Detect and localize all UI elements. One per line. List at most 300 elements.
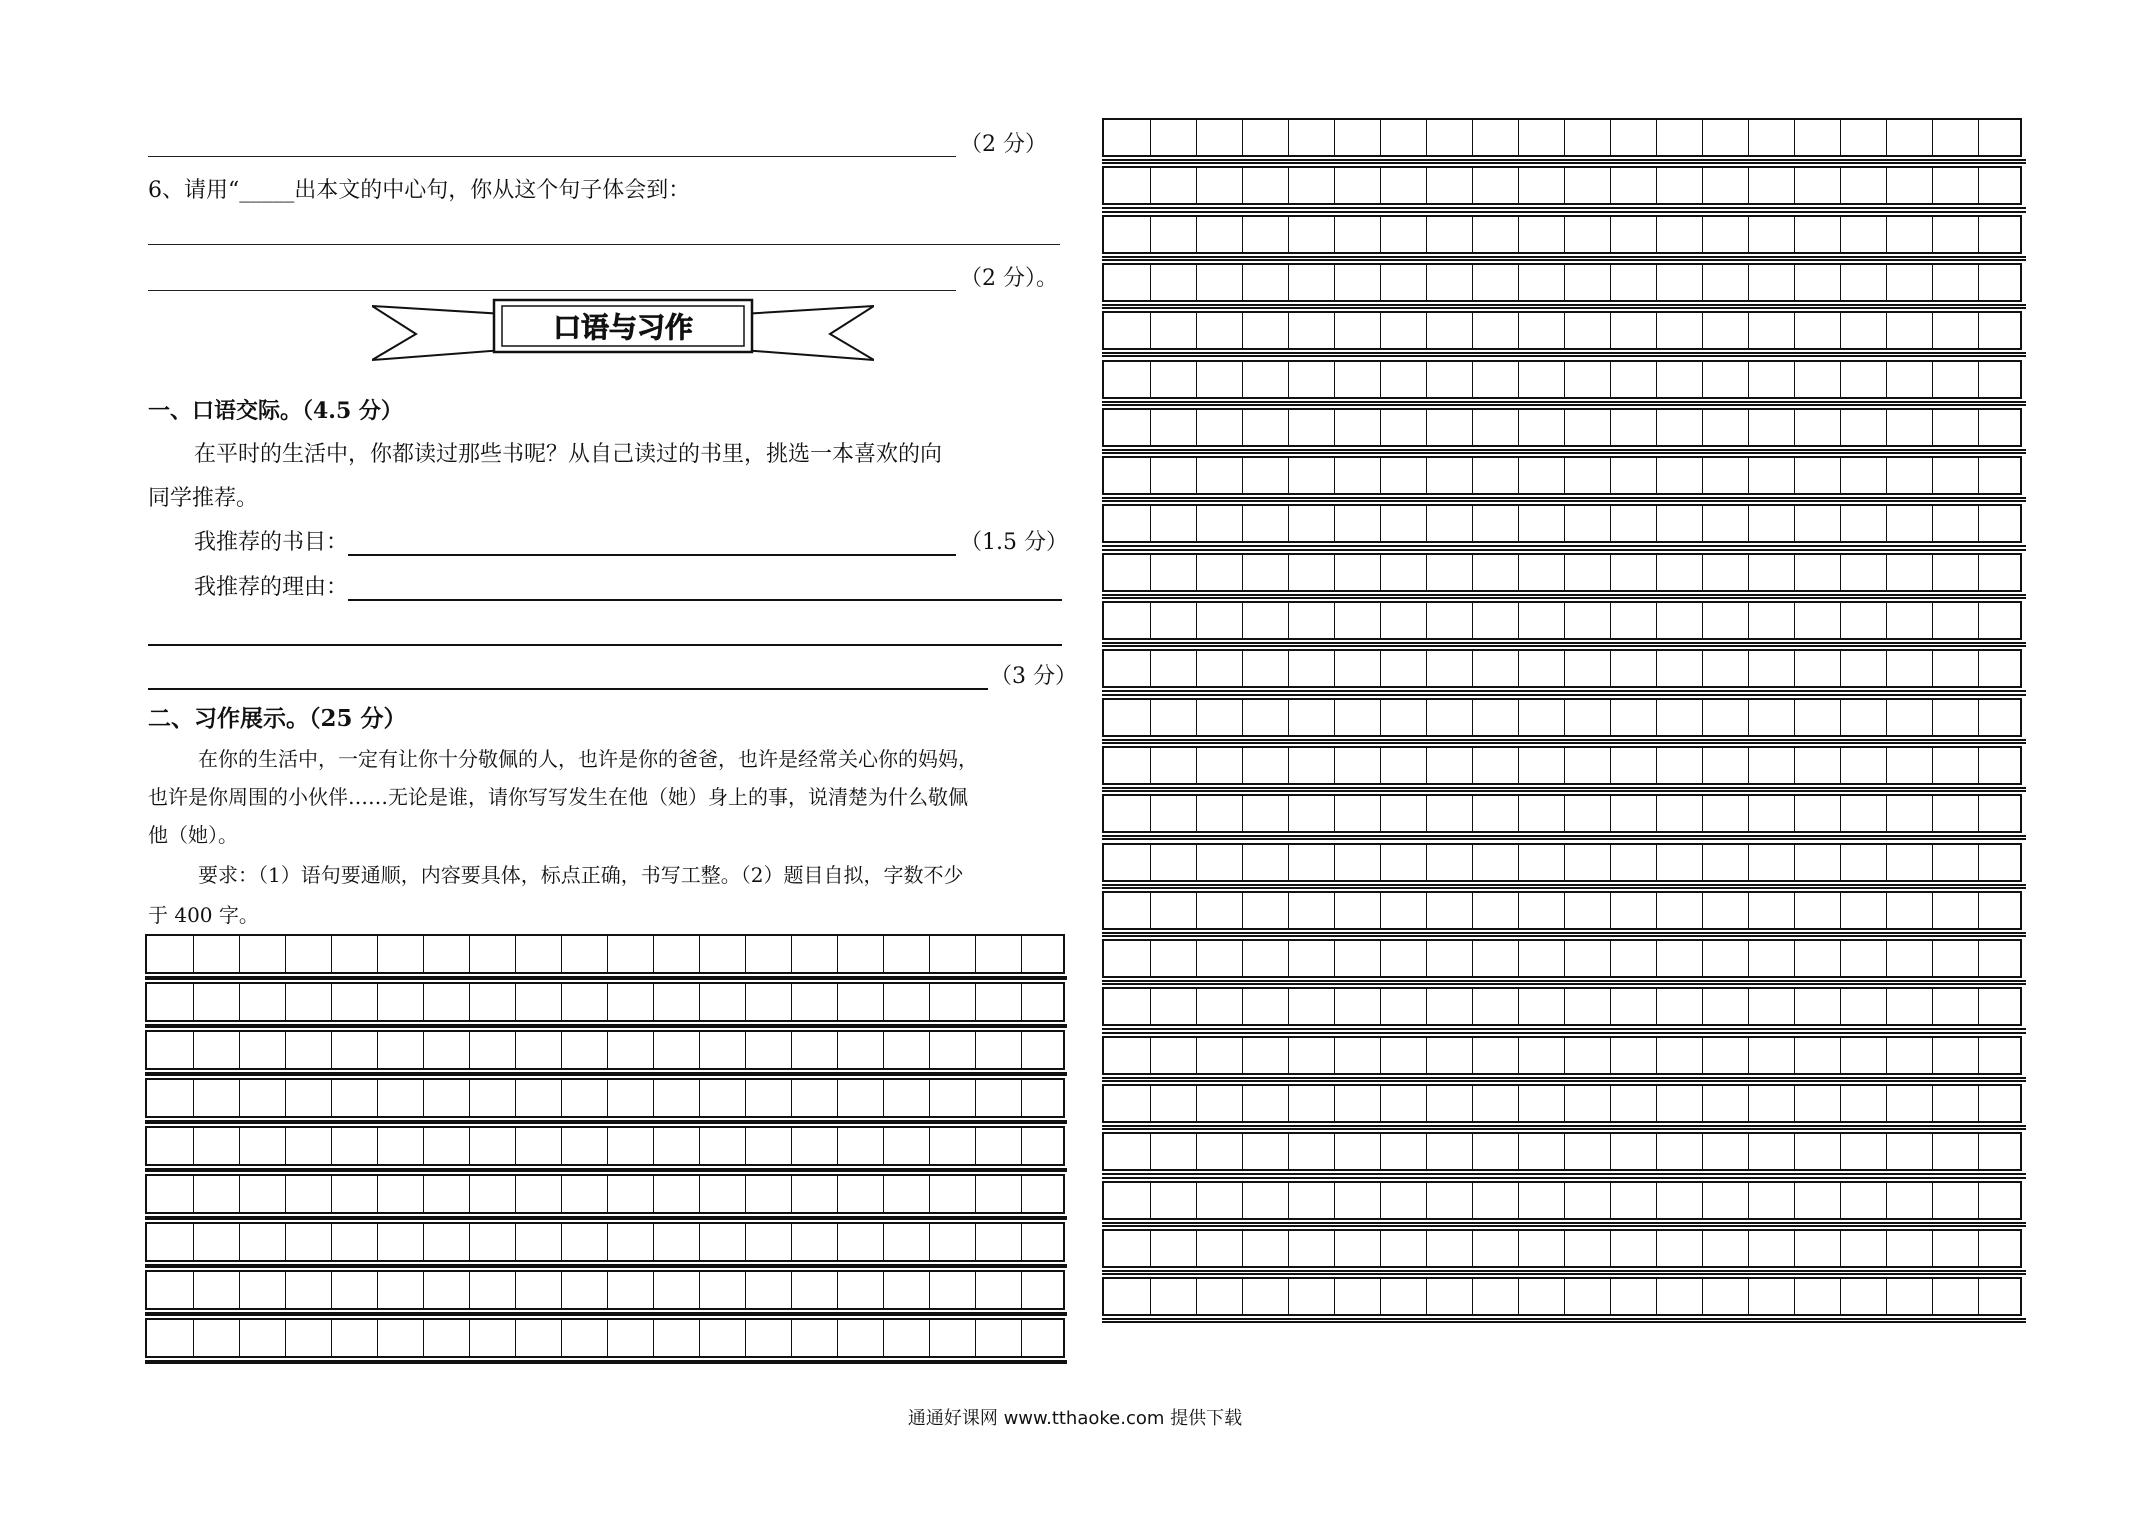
grid-cell-divider bbox=[1748, 410, 1749, 445]
grid-cell-divider bbox=[1150, 603, 1151, 638]
reason-answer-line[interactable] bbox=[148, 688, 988, 690]
grid-cell-divider bbox=[1196, 1134, 1197, 1169]
grid-cell-divider bbox=[1840, 1038, 1841, 1073]
grid-cell-divider bbox=[1334, 362, 1335, 397]
grid-cell-divider bbox=[1932, 989, 1933, 1024]
grid-cell-divider bbox=[1518, 506, 1519, 541]
grid-cell-divider bbox=[1150, 555, 1151, 590]
grid-cell-divider bbox=[1426, 1231, 1427, 1266]
grid-cell-divider bbox=[745, 1032, 746, 1068]
grid-cell-divider bbox=[515, 1224, 516, 1260]
grid-cell-divider bbox=[1794, 120, 1795, 155]
grid-cell-divider bbox=[1932, 603, 1933, 638]
grid-cell-divider bbox=[1426, 313, 1427, 348]
grid-cell-divider bbox=[1518, 1134, 1519, 1169]
book-answer-line[interactable] bbox=[348, 554, 956, 556]
grid-cell-divider bbox=[1472, 120, 1473, 155]
grid-row-separator bbox=[145, 1312, 1067, 1316]
grid-cell-divider bbox=[1610, 506, 1611, 541]
grid-cell-divider bbox=[1242, 603, 1243, 638]
grid-cell-divider bbox=[1518, 989, 1519, 1024]
grid-cell-divider bbox=[285, 1128, 286, 1164]
grid-cell-divider bbox=[1196, 748, 1197, 783]
grid-cell-divider bbox=[1518, 1231, 1519, 1266]
grid-row-separator bbox=[145, 1264, 1067, 1268]
grid-cell-divider bbox=[1978, 458, 1979, 493]
grid-row-separator bbox=[1102, 1077, 2026, 1082]
grid-cell-divider bbox=[1426, 458, 1427, 493]
grid-cell-divider bbox=[1794, 1231, 1795, 1266]
grid-cell-divider bbox=[1840, 1086, 1841, 1121]
grid-cell-divider bbox=[1518, 313, 1519, 348]
writing-heading: 二、习作展示。（25 分） bbox=[148, 705, 407, 732]
grid-cell-divider bbox=[1426, 506, 1427, 541]
grid-cell-divider bbox=[1196, 410, 1197, 445]
grid-cell-divider bbox=[1380, 603, 1381, 638]
grid-cell-divider bbox=[1150, 313, 1151, 348]
grid-cell-divider bbox=[1426, 1086, 1427, 1121]
grid-cell-divider bbox=[1656, 555, 1657, 590]
grid-cell-divider bbox=[1518, 1279, 1519, 1314]
grid-cell-divider bbox=[1978, 748, 1979, 783]
grid-cell-divider bbox=[1840, 1134, 1841, 1169]
grid-cell-divider bbox=[1288, 458, 1289, 493]
grid-cell-divider bbox=[1932, 313, 1933, 348]
grid-cell-divider bbox=[1610, 796, 1611, 831]
reason-answer-line[interactable] bbox=[348, 599, 1062, 601]
book-label: 我推荐的书目： bbox=[194, 530, 349, 555]
grid-cell-divider bbox=[975, 1272, 976, 1308]
grid-cell-divider bbox=[1196, 845, 1197, 880]
grid-cell-divider bbox=[1150, 506, 1151, 541]
grid-cell-divider bbox=[1932, 168, 1933, 203]
grid-cell-divider bbox=[515, 1032, 516, 1068]
grid-cell-divider bbox=[1564, 410, 1565, 445]
grid-cell-divider bbox=[1886, 651, 1887, 686]
grid-cell-divider bbox=[653, 1032, 654, 1068]
grid-cell-divider bbox=[1656, 796, 1657, 831]
grid-cell-divider bbox=[1150, 458, 1151, 493]
grid-cell-divider bbox=[883, 936, 884, 972]
grid-cell-divider bbox=[791, 936, 792, 972]
grid-cell-divider bbox=[469, 1224, 470, 1260]
grid-cell-divider bbox=[1840, 506, 1841, 541]
grid-cell-divider bbox=[1242, 989, 1243, 1024]
grid-cell-divider bbox=[1702, 1279, 1703, 1314]
grid-cell-divider bbox=[285, 1080, 286, 1116]
grid-cell-divider bbox=[607, 984, 608, 1020]
grid-cell-divider bbox=[1978, 555, 1979, 590]
grid-cell-divider bbox=[1978, 1038, 1979, 1073]
grid-cell-divider bbox=[1794, 603, 1795, 638]
grid-cell-divider bbox=[1518, 458, 1519, 493]
grid-cell-divider bbox=[515, 1080, 516, 1116]
grid-cell-divider bbox=[1334, 700, 1335, 735]
grid-cell-divider bbox=[1288, 168, 1289, 203]
score-label: （2 分）。 bbox=[960, 266, 1058, 291]
grid-cell-divider bbox=[745, 1176, 746, 1212]
grid-cell-divider bbox=[1748, 748, 1749, 783]
grid-cell-divider bbox=[1150, 845, 1151, 880]
grid-cell-divider bbox=[1656, 1134, 1657, 1169]
grid-cell-divider bbox=[1564, 941, 1565, 976]
grid-cell-divider bbox=[1840, 796, 1841, 831]
grid-cell-divider bbox=[837, 1272, 838, 1308]
grid-cell-divider bbox=[1886, 217, 1887, 252]
grid-cell-divider bbox=[1978, 506, 1979, 541]
grid-cell-divider bbox=[1380, 1183, 1381, 1218]
grid-cell-divider bbox=[239, 1080, 240, 1116]
grid-cell-divider bbox=[423, 1080, 424, 1116]
grid-cell-divider bbox=[1334, 989, 1335, 1024]
grid-cell-divider bbox=[1932, 941, 1933, 976]
grid-cell-divider bbox=[1748, 1086, 1749, 1121]
grid-cell-divider bbox=[1380, 120, 1381, 155]
grid-cell-divider bbox=[1472, 555, 1473, 590]
grid-cell-divider bbox=[193, 936, 194, 972]
grid-cell-divider bbox=[1564, 506, 1565, 541]
grid-cell-divider bbox=[975, 1320, 976, 1356]
grid-row-separator bbox=[1102, 449, 2026, 454]
grid-cell-divider bbox=[1702, 458, 1703, 493]
grid-cell-divider bbox=[883, 1080, 884, 1116]
grid-cell-divider bbox=[929, 1320, 930, 1356]
grid-cell-divider bbox=[1886, 120, 1887, 155]
grid-cell-divider bbox=[1242, 555, 1243, 590]
grid-cell-divider bbox=[883, 1032, 884, 1068]
grid-cell-divider bbox=[1748, 217, 1749, 252]
grid-cell-divider bbox=[1564, 555, 1565, 590]
grid-cell-divider bbox=[1472, 217, 1473, 252]
answer-line bbox=[148, 156, 956, 157]
grid-cell-divider bbox=[1334, 1038, 1335, 1073]
grid-row-separator bbox=[1102, 1173, 2026, 1178]
grid-cell-divider bbox=[423, 1224, 424, 1260]
grid-cell-divider bbox=[1472, 1183, 1473, 1218]
grid-cell-divider bbox=[1472, 893, 1473, 928]
grid-cell-divider bbox=[1610, 555, 1611, 590]
grid-cell-divider bbox=[1242, 120, 1243, 155]
grid-row-separator bbox=[1102, 787, 2026, 792]
grid-cell-divider bbox=[837, 1224, 838, 1260]
grid-cell-divider bbox=[1242, 506, 1243, 541]
grid-cell-divider bbox=[1518, 217, 1519, 252]
grid-cell-divider bbox=[1426, 265, 1427, 300]
grid-cell-divider bbox=[1794, 1279, 1795, 1314]
grid-cell-divider bbox=[1702, 313, 1703, 348]
grid-cell-divider bbox=[1564, 989, 1565, 1024]
grid-cell-divider bbox=[975, 984, 976, 1020]
grid-cell-divider bbox=[423, 936, 424, 972]
grid-cell-divider bbox=[377, 936, 378, 972]
grid-cell-divider bbox=[193, 1320, 194, 1356]
grid-cell-divider bbox=[1564, 1038, 1565, 1073]
grid-cell-divider bbox=[699, 936, 700, 972]
grid-row-separator bbox=[1102, 352, 2026, 357]
grid-row-separator bbox=[145, 1024, 1067, 1028]
grid-cell-divider bbox=[1840, 845, 1841, 880]
grid-cell-divider bbox=[1426, 845, 1427, 880]
grid-cell-divider bbox=[1794, 362, 1795, 397]
grid-cell-divider bbox=[285, 1176, 286, 1212]
grid-cell-divider bbox=[1886, 1183, 1887, 1218]
grid-cell-divider bbox=[1426, 700, 1427, 735]
grid-cell-divider bbox=[1288, 893, 1289, 928]
grid-cell-divider bbox=[1748, 941, 1749, 976]
grid-cell-divider bbox=[1978, 700, 1979, 735]
grid-cell-divider bbox=[285, 1320, 286, 1356]
grid-cell-divider bbox=[1656, 603, 1657, 638]
answer-line bbox=[148, 290, 956, 291]
grid-cell-divider bbox=[1150, 120, 1151, 155]
grid-cell-divider bbox=[1334, 168, 1335, 203]
grid-cell-divider bbox=[1021, 1080, 1022, 1116]
grid-cell-divider bbox=[1288, 265, 1289, 300]
grid-cell-divider bbox=[1932, 1183, 1933, 1218]
grid-cell-divider bbox=[929, 1272, 930, 1308]
grid-cell-divider bbox=[791, 984, 792, 1020]
grid-cell-divider bbox=[653, 1080, 654, 1116]
grid-cell-divider bbox=[331, 984, 332, 1020]
grid-cell-divider bbox=[1380, 555, 1381, 590]
grid-cell-divider bbox=[285, 1032, 286, 1068]
grid-cell-divider bbox=[1334, 941, 1335, 976]
grid-cell-divider bbox=[469, 1080, 470, 1116]
grid-cell-divider bbox=[1426, 603, 1427, 638]
grid-cell-divider bbox=[1932, 1086, 1933, 1121]
grid-cell-divider bbox=[1748, 1279, 1749, 1314]
grid-cell-divider bbox=[607, 1176, 608, 1212]
grid-cell-divider bbox=[1840, 603, 1841, 638]
grid-cell-divider bbox=[1196, 506, 1197, 541]
grid-cell-divider bbox=[1564, 845, 1565, 880]
grid-row-separator bbox=[1102, 545, 2026, 550]
grid-cell-divider bbox=[193, 984, 194, 1020]
grid-cell-divider bbox=[1794, 700, 1795, 735]
grid-cell-divider bbox=[193, 1224, 194, 1260]
grid-cell-divider bbox=[1472, 506, 1473, 541]
grid-cell-divider bbox=[377, 1320, 378, 1356]
grid-cell-divider bbox=[975, 1176, 976, 1212]
grid-cell-divider bbox=[1242, 1086, 1243, 1121]
grid-cell-divider bbox=[1242, 458, 1243, 493]
grid-cell-divider bbox=[1932, 845, 1933, 880]
grid-cell-divider bbox=[607, 1080, 608, 1116]
grid-cell-divider bbox=[1794, 313, 1795, 348]
grid-cell-divider bbox=[1518, 168, 1519, 203]
grid-cell-divider bbox=[1334, 651, 1335, 686]
grid-cell-divider bbox=[1794, 1183, 1795, 1218]
grid-cell-divider bbox=[1196, 1038, 1197, 1073]
grid-cell-divider bbox=[653, 1176, 654, 1212]
grid-cell-divider bbox=[607, 1224, 608, 1260]
grid-cell-divider bbox=[1564, 120, 1565, 155]
grid-cell-divider bbox=[1196, 651, 1197, 686]
grid-cell-divider bbox=[1518, 265, 1519, 300]
grid-cell-divider bbox=[1472, 651, 1473, 686]
grid-cell-divider bbox=[469, 1128, 470, 1164]
grid-cell-divider bbox=[1978, 941, 1979, 976]
grid-cell-divider bbox=[1380, 989, 1381, 1024]
grid-cell-divider bbox=[1610, 893, 1611, 928]
grid-cell-divider bbox=[1426, 748, 1427, 783]
grid-cell-divider bbox=[1380, 362, 1381, 397]
grid-cell-divider bbox=[1656, 651, 1657, 686]
grid-cell-divider bbox=[331, 1080, 332, 1116]
grid-cell-divider bbox=[1748, 362, 1749, 397]
grid-cell-divider bbox=[1702, 1231, 1703, 1266]
grid-cell-divider bbox=[1150, 1183, 1151, 1218]
grid-cell-divider bbox=[1334, 1279, 1335, 1314]
grid-cell-divider bbox=[1564, 362, 1565, 397]
grid-cell-divider bbox=[1196, 603, 1197, 638]
grid-cell-divider bbox=[1288, 700, 1289, 735]
grid-cell-divider bbox=[1518, 893, 1519, 928]
grid-cell-divider bbox=[1334, 120, 1335, 155]
grid-cell-divider bbox=[1886, 989, 1887, 1024]
grid-cell-divider bbox=[1978, 410, 1979, 445]
grid-cell-divider bbox=[1702, 845, 1703, 880]
grid-cell-divider bbox=[1840, 410, 1841, 445]
grid-cell-divider bbox=[1886, 845, 1887, 880]
grid-row-separator bbox=[1102, 497, 2026, 502]
grid-cell-divider bbox=[377, 1032, 378, 1068]
grid-cell-divider bbox=[929, 1176, 930, 1212]
grid-cell-divider bbox=[1702, 506, 1703, 541]
oral-heading: 一、口语交际。（4.5 分） bbox=[148, 398, 403, 424]
grid-cell-divider bbox=[883, 1272, 884, 1308]
grid-cell-divider bbox=[1978, 651, 1979, 686]
grid-cell-divider bbox=[975, 936, 976, 972]
grid-cell-divider bbox=[1288, 1134, 1289, 1169]
grid-cell-divider bbox=[653, 1224, 654, 1260]
grid-cell-divider bbox=[1472, 989, 1473, 1024]
grid-cell-divider bbox=[239, 1272, 240, 1308]
grid-cell-divider bbox=[1472, 941, 1473, 976]
grid-cell-divider bbox=[1702, 748, 1703, 783]
grid-row-separator bbox=[145, 1072, 1067, 1076]
grid-cell-divider bbox=[1242, 217, 1243, 252]
grid-cell-divider bbox=[699, 1032, 700, 1068]
grid-cell-divider bbox=[1288, 1086, 1289, 1121]
grid-cell-divider bbox=[1150, 1038, 1151, 1073]
grid-cell-divider bbox=[1021, 984, 1022, 1020]
reason-label: 我推荐的理由： bbox=[194, 575, 349, 600]
grid-row-separator bbox=[145, 1216, 1067, 1220]
grid-cell-divider bbox=[1518, 362, 1519, 397]
grid-cell-divider bbox=[1702, 362, 1703, 397]
grid-cell-divider bbox=[837, 936, 838, 972]
grid-cell-divider bbox=[929, 1224, 930, 1260]
grid-cell-divider bbox=[1196, 989, 1197, 1024]
grid-cell-divider bbox=[1932, 217, 1933, 252]
grid-cell-divider bbox=[1932, 651, 1933, 686]
grid-cell-divider bbox=[1288, 313, 1289, 348]
grid-cell-divider bbox=[1472, 1134, 1473, 1169]
grid-cell-divider bbox=[1748, 989, 1749, 1024]
grid-cell-divider bbox=[1334, 603, 1335, 638]
grid-cell-divider bbox=[1334, 313, 1335, 348]
grid-row-separator bbox=[1102, 932, 2026, 937]
grid-cell-divider bbox=[193, 1032, 194, 1068]
grid-cell-divider bbox=[1978, 1086, 1979, 1121]
grid-cell-divider bbox=[1288, 603, 1289, 638]
grid-cell-divider bbox=[1610, 458, 1611, 493]
grid-cell-divider bbox=[837, 1320, 838, 1356]
grid-cell-divider bbox=[1150, 168, 1151, 203]
grid-cell-divider bbox=[1794, 1086, 1795, 1121]
grid-row-separator bbox=[1102, 739, 2026, 744]
grid-cell-divider bbox=[377, 984, 378, 1020]
grid-cell-divider bbox=[1564, 1086, 1565, 1121]
grid-cell-divider bbox=[1702, 1038, 1703, 1073]
reason-answer-line[interactable] bbox=[148, 644, 1062, 646]
grid-cell-divider bbox=[653, 1320, 654, 1356]
grid-cell-divider bbox=[1702, 1134, 1703, 1169]
grid-cell-divider bbox=[1242, 1183, 1243, 1218]
grid-cell-divider bbox=[1932, 1279, 1933, 1314]
grid-cell-divider bbox=[1426, 1183, 1427, 1218]
grid-cell-divider bbox=[745, 1080, 746, 1116]
grid-cell-divider bbox=[1426, 1134, 1427, 1169]
grid-cell-divider bbox=[1656, 1183, 1657, 1218]
grid-cell-divider bbox=[1288, 1183, 1289, 1218]
writing-prompt: 在你的生活中，一定有让你十分敬佩的人，也许是你的爸爸，也许是经常关心你的妈妈， bbox=[198, 747, 978, 771]
grid-cell-divider bbox=[1656, 1038, 1657, 1073]
grid-cell-divider bbox=[331, 1272, 332, 1308]
grid-cell-divider bbox=[1564, 1231, 1565, 1266]
grid-cell-divider bbox=[1426, 362, 1427, 397]
grid-cell-divider bbox=[1472, 362, 1473, 397]
grid-cell-divider bbox=[883, 1128, 884, 1164]
oral-prompt: 在平时的生活中，你都读过那些书呢？从自己读过的书里，挑选一本喜欢的向 bbox=[194, 442, 943, 467]
grid-row-separator bbox=[1102, 207, 2026, 212]
grid-cell-divider bbox=[837, 984, 838, 1020]
grid-cell-divider bbox=[1380, 845, 1381, 880]
grid-row-separator bbox=[1102, 1125, 2026, 1130]
grid-cell-divider bbox=[1886, 265, 1887, 300]
grid-cell-divider bbox=[699, 1224, 700, 1260]
grid-row-separator bbox=[1102, 594, 2026, 599]
grid-cell-divider bbox=[1380, 893, 1381, 928]
grid-cell-divider bbox=[1656, 506, 1657, 541]
grid-cell-divider bbox=[1242, 893, 1243, 928]
grid-cell-divider bbox=[1748, 1231, 1749, 1266]
grid-cell-divider bbox=[1288, 651, 1289, 686]
grid-cell-divider bbox=[1932, 362, 1933, 397]
grid-cell-divider bbox=[1886, 313, 1887, 348]
grid-cell-divider bbox=[1978, 362, 1979, 397]
grid-cell-divider bbox=[1380, 217, 1381, 252]
grid-cell-divider bbox=[1196, 1183, 1197, 1218]
grid-cell-divider bbox=[1426, 217, 1427, 252]
grid-cell-divider bbox=[1748, 700, 1749, 735]
grid-cell-divider bbox=[1196, 796, 1197, 831]
grid-cell-divider bbox=[1886, 1134, 1887, 1169]
grid-cell-divider bbox=[1978, 893, 1979, 928]
grid-cell-divider bbox=[1380, 1086, 1381, 1121]
grid-cell-divider bbox=[1886, 458, 1887, 493]
grid-cell-divider bbox=[1840, 651, 1841, 686]
grid-cell-divider bbox=[1748, 1183, 1749, 1218]
grid-cell-divider bbox=[193, 1080, 194, 1116]
grid-cell-divider bbox=[1380, 458, 1381, 493]
grid-cell-divider bbox=[1748, 265, 1749, 300]
grid-cell-divider bbox=[1610, 603, 1611, 638]
grid-cell-divider bbox=[1334, 217, 1335, 252]
grid-cell-divider bbox=[1886, 1086, 1887, 1121]
grid-cell-divider bbox=[1748, 603, 1749, 638]
